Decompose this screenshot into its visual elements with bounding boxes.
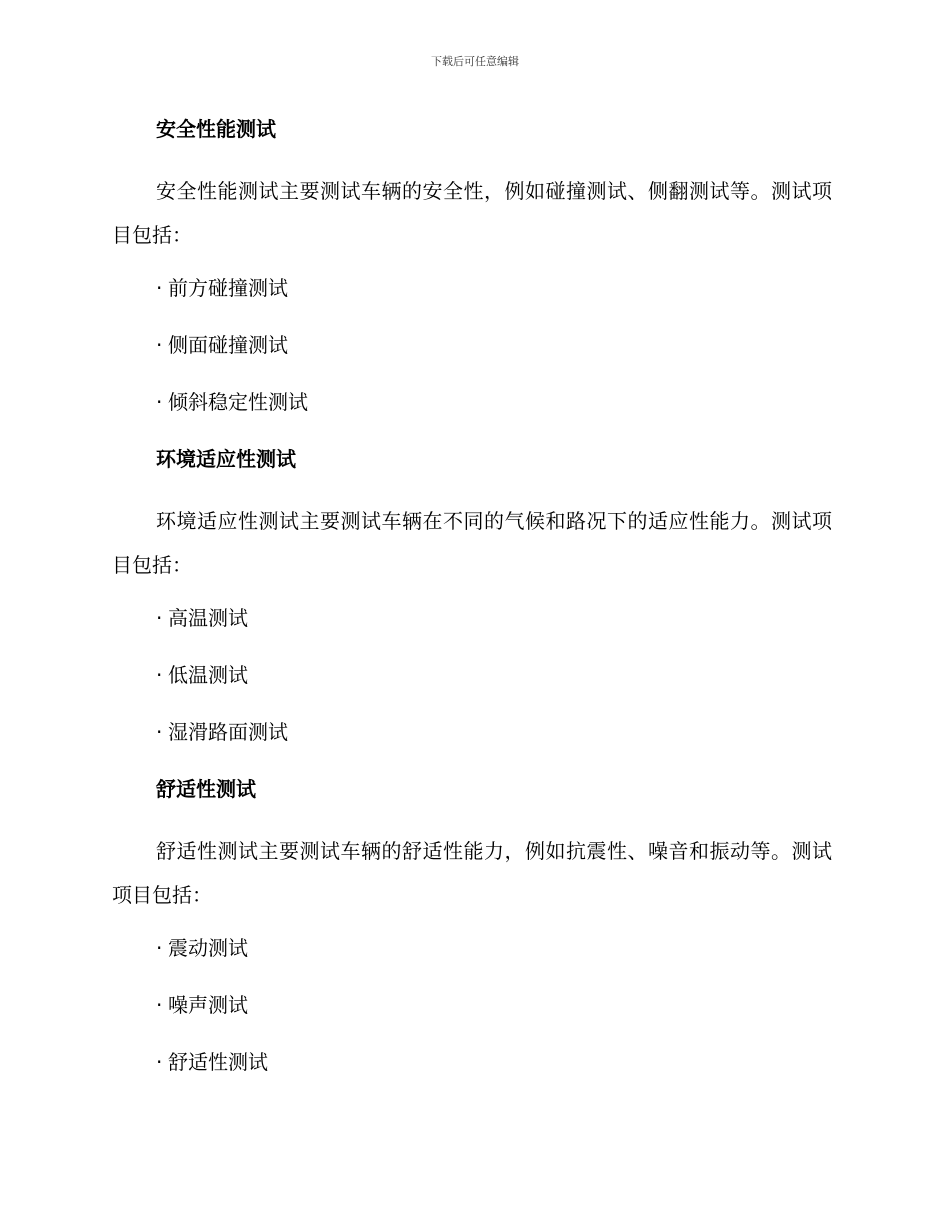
bullet-icon: ·: [156, 276, 163, 300]
section-environment: [112, 442, 832, 749]
bullet-icon: ·: [156, 936, 163, 960]
list-item: [112, 715, 832, 749]
list-item: [112, 271, 832, 305]
section-heading: 环境适应性测试: [156, 447, 296, 471]
list-item: [112, 1045, 832, 1079]
document-body: [112, 112, 832, 1102]
page-header: [0, 54, 950, 70]
section-heading: 舒适性测试: [156, 777, 256, 801]
list-item: [112, 658, 832, 692]
bullet-icon: ·: [156, 390, 163, 414]
list-item-text: 倾斜稳定性测试: [168, 390, 308, 414]
bullet-icon: ·: [156, 1050, 163, 1074]
bullet-icon: ·: [156, 993, 163, 1017]
bullet-icon: ·: [156, 333, 163, 357]
section-safety: [112, 112, 832, 419]
list-item: [112, 601, 832, 635]
list-item-text: 侧面碰撞测试: [168, 333, 288, 357]
bullet-icon: ·: [156, 663, 163, 687]
section-paragraph: 舒适性测试主要测试车辆的舒适性能力，例如抗震性、噪音和振动等。测试项目包括：: [112, 839, 832, 907]
bullet-icon: ·: [156, 720, 163, 744]
list-item-text: 舒适性测试: [168, 1050, 268, 1074]
list-item-text: 噪声测试: [168, 993, 248, 1017]
list-item-text: 湿滑路面测试: [168, 720, 288, 744]
section-heading: 安全性能测试: [156, 117, 276, 141]
list-item: [112, 328, 832, 362]
list-item-text: 前方碰撞测试: [168, 276, 288, 300]
list-item-text: 低温测试: [168, 663, 248, 687]
page-header-text: 下载后可任意编辑: [431, 55, 519, 68]
list-item: [112, 385, 832, 419]
section-comfort: [112, 772, 832, 1079]
section-paragraph: 环境适应性测试主要测试车辆在不同的气候和路况下的适应性能力。测试项目包括：: [112, 509, 832, 577]
list-item: [112, 931, 832, 965]
list-item: [112, 988, 832, 1022]
section-paragraph: 安全性能测试主要测试车辆的安全性，例如碰撞测试、侧翻测试等。测试项目包括：: [112, 179, 832, 247]
list-item-text: 高温测试: [168, 606, 248, 630]
list-item-text: 震动测试: [168, 936, 248, 960]
bullet-icon: ·: [156, 606, 163, 630]
